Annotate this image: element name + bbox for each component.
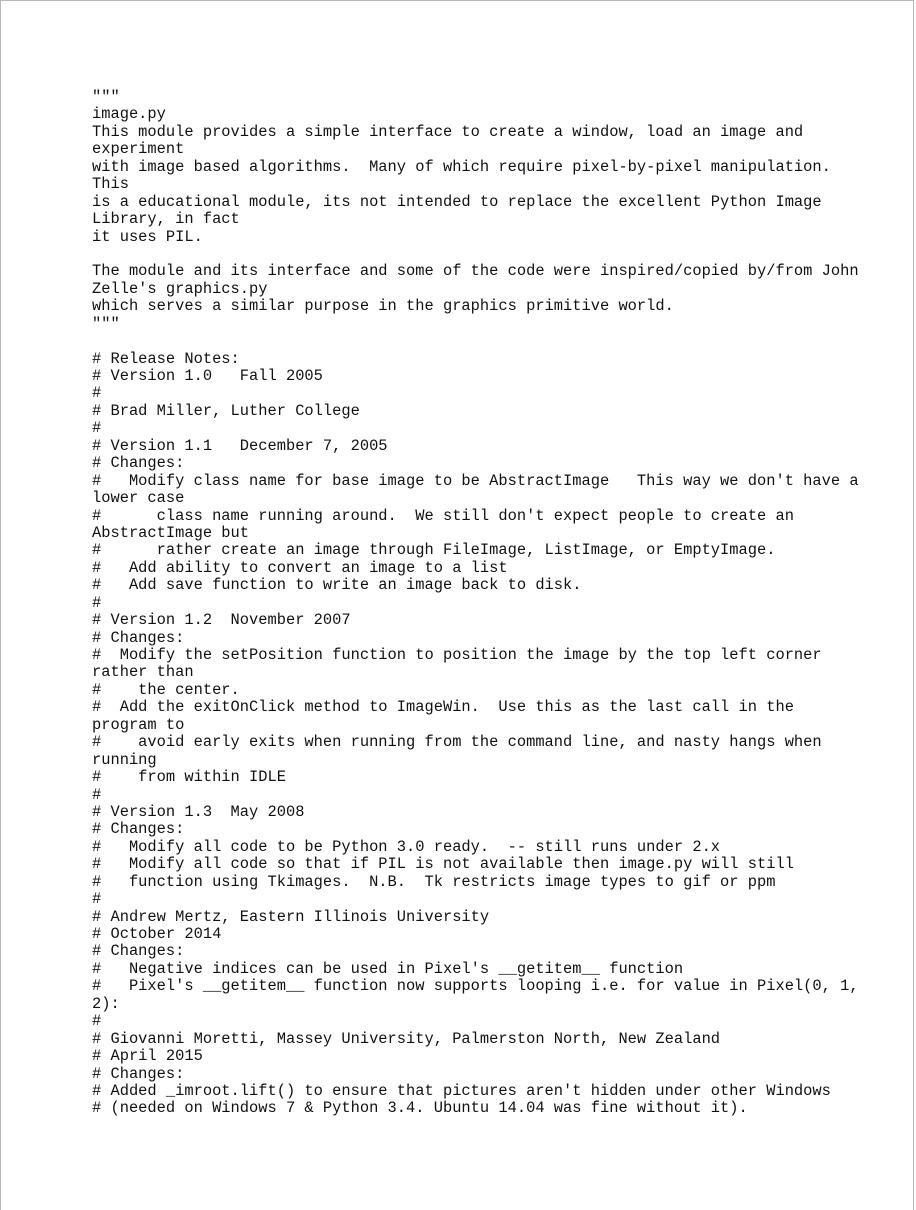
code-line: """ — [92, 314, 120, 333]
code-line: # Version 1.3 May 2008 — [92, 802, 305, 821]
code-line: # — [92, 593, 102, 612]
code-line: This — [92, 175, 129, 194]
code-line: # — [92, 384, 102, 403]
code-line: # Andrew Mertz, Eastern Illinois University — [92, 907, 490, 926]
code-line: # avoid early exits when running from the command line, and nasty hangs when — [92, 733, 822, 752]
code-line: This module provides a simple interface to create a window, load an image and — [92, 122, 804, 141]
code-line — [92, 333, 882, 350]
code-line: """ — [92, 88, 120, 106]
code-line: # Release Notes: — [92, 349, 240, 368]
code-line: # function using Tkimages. N.B. Tk restricts image types to gif or ppm — [92, 872, 776, 891]
code-text-block — [92, 89, 882, 1118]
code-line: # Changes: — [92, 820, 185, 839]
code-line: # Changes: — [92, 454, 185, 473]
code-line: rather than — [92, 663, 194, 682]
code-line: # — [92, 1012, 102, 1031]
code-line: # (needed on Windows 7 & Python 3.4. Ubuntu 14.04 was fine without it). — [92, 1099, 748, 1118]
code-line: running — [92, 750, 157, 769]
code-line: # Changes: — [92, 1064, 185, 1083]
code-line: # April 2015 — [92, 1047, 203, 1066]
code-line: 2): — [92, 994, 120, 1013]
code-line: # rather create an image through FileImage, ListImage, or EmptyImage. — [92, 541, 776, 560]
code-line: # Negative indices can be used in Pixel's __getitem__ function — [92, 959, 684, 978]
code-line: experiment — [92, 140, 185, 159]
code-line: The module and its interface and some of the code were inspired/copied by/from John — [92, 262, 859, 281]
code-line: which serves a similar purpose in the graphics primitive world. — [92, 297, 674, 316]
code-line: AbstractImage but — [92, 523, 250, 542]
code-line: # Pixel's __getitem__ function now supports looping i.e. for value in Pixel(0, 1, — [92, 977, 859, 996]
code-line: # Brad Miller, Luther College — [92, 401, 360, 420]
code-line: it uses PIL. — [92, 227, 203, 246]
code-line: lower case — [92, 489, 185, 508]
code-line: image.py — [92, 105, 166, 124]
code-line: # — [92, 785, 102, 804]
code-line: # Modify all code so that if PIL is not available then image.py will still — [92, 855, 794, 874]
code-line: # Version 1.2 November 2007 — [92, 611, 351, 630]
code-line: # class name running around. We still don't expect people to create an — [92, 506, 794, 525]
code-line: # Modify all code to be Python 3.0 ready. -- still runs under 2.x — [92, 837, 721, 856]
code-line: # Changes: — [92, 942, 185, 961]
code-line: # Version 1.0 Fall 2005 — [92, 367, 323, 385]
code-line — [92, 246, 882, 263]
code-line: # Add save function to write an image back to disk. — [92, 576, 582, 595]
code-line: # Modify the setPosition function to position the image by the top left corner — [92, 646, 822, 664]
code-line: program to — [92, 715, 185, 734]
code-line: # Giovanni Moretti, Massey University, Palmerston North, New Zealand — [92, 1029, 721, 1048]
code-line: # the center. — [92, 680, 240, 699]
code-line: # Add the exitOnClick method to ImageWin. Use this as the last call in the — [92, 698, 794, 717]
code-line: # Add ability to convert an image to a list — [92, 558, 508, 577]
code-line: # — [92, 890, 102, 909]
code-line: with image based algorithms. Many of which require pixel-by-pixel manipulation. — [92, 157, 831, 176]
code-line: # Changes: — [92, 628, 185, 647]
code-line: # Version 1.1 December 7, 2005 — [92, 436, 388, 455]
code-line: # from within IDLE — [92, 768, 286, 787]
code-line: Library, in fact — [92, 210, 240, 229]
code-line: is a educational module, its not intended to replace the excellent Python Image — [92, 192, 822, 211]
code-line: Zelle's graphics.py — [92, 279, 268, 298]
code-line: # October 2014 — [92, 925, 222, 943]
code-line: # Modify class name for base image to be AbstractImage This way we don't have a — [92, 471, 859, 490]
code-line: # Added _imroot.lift() to ensure that pictures aren't hidden under other Windows — [92, 1081, 831, 1100]
code-line: # — [92, 419, 102, 438]
